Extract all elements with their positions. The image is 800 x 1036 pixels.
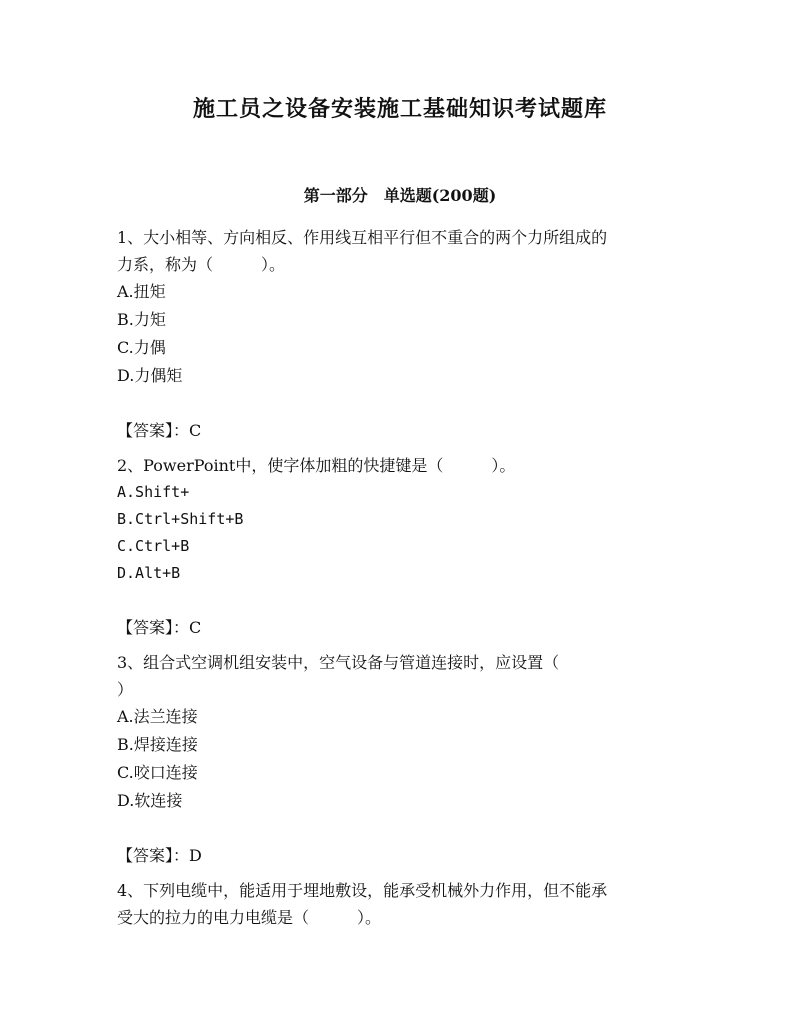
question-stem: 受大的拉力的电力电缆是（ ）。 — [117, 908, 382, 927]
question-stem: 4、下列电缆中，能适用于埋地敷设，能承受机械外力作用，但不能承 — [117, 881, 608, 900]
answer: 【答案】：C — [117, 618, 202, 637]
section-heading: 第一部分 单选题(200题) — [303, 186, 497, 205]
option-b: B.焊接连接 — [117, 735, 198, 754]
option-a: A.法兰连接 — [117, 707, 198, 726]
option-b: B.Ctrl+Shift+B — [117, 510, 244, 528]
option-b: B.力矩 — [117, 310, 166, 329]
option-c: C.力偶 — [117, 338, 166, 357]
option-a: A.Shift+ — [117, 483, 190, 501]
answer: 【答案】：D — [117, 846, 202, 865]
option-d: D.软连接 — [117, 791, 183, 810]
question-stem: 1、大小相等、方向相反、作用线互相平行但不重合的两个力所组成的 — [117, 228, 608, 247]
option-d: D.Alt+B — [117, 564, 181, 582]
question-3 — [117, 649, 687, 869]
question-list — [117, 224, 687, 931]
question-stem: 2、PowerPoint中，使字体加粗的快捷键是（ ）。 — [117, 456, 516, 475]
answer: 【答案】：C — [117, 421, 202, 440]
question-stem: ） — [117, 680, 134, 699]
document-title: 施工员之设备安装施工基础知识考试题库 — [192, 96, 607, 122]
question-stem: 力系，称为（ ）。 — [117, 255, 286, 274]
option-d: D.力偶矩 — [117, 366, 183, 385]
question-2 — [117, 452, 687, 641]
question-1 — [117, 224, 687, 444]
option-c: C.咬口连接 — [117, 763, 198, 782]
option-c: C.Ctrl+B — [117, 537, 190, 555]
question-stem: 3、组合式空调机组安装中，空气设备与管道连接时，应设置（ — [117, 653, 560, 672]
question-4 — [117, 877, 687, 931]
option-a: A.扭矩 — [117, 282, 166, 301]
